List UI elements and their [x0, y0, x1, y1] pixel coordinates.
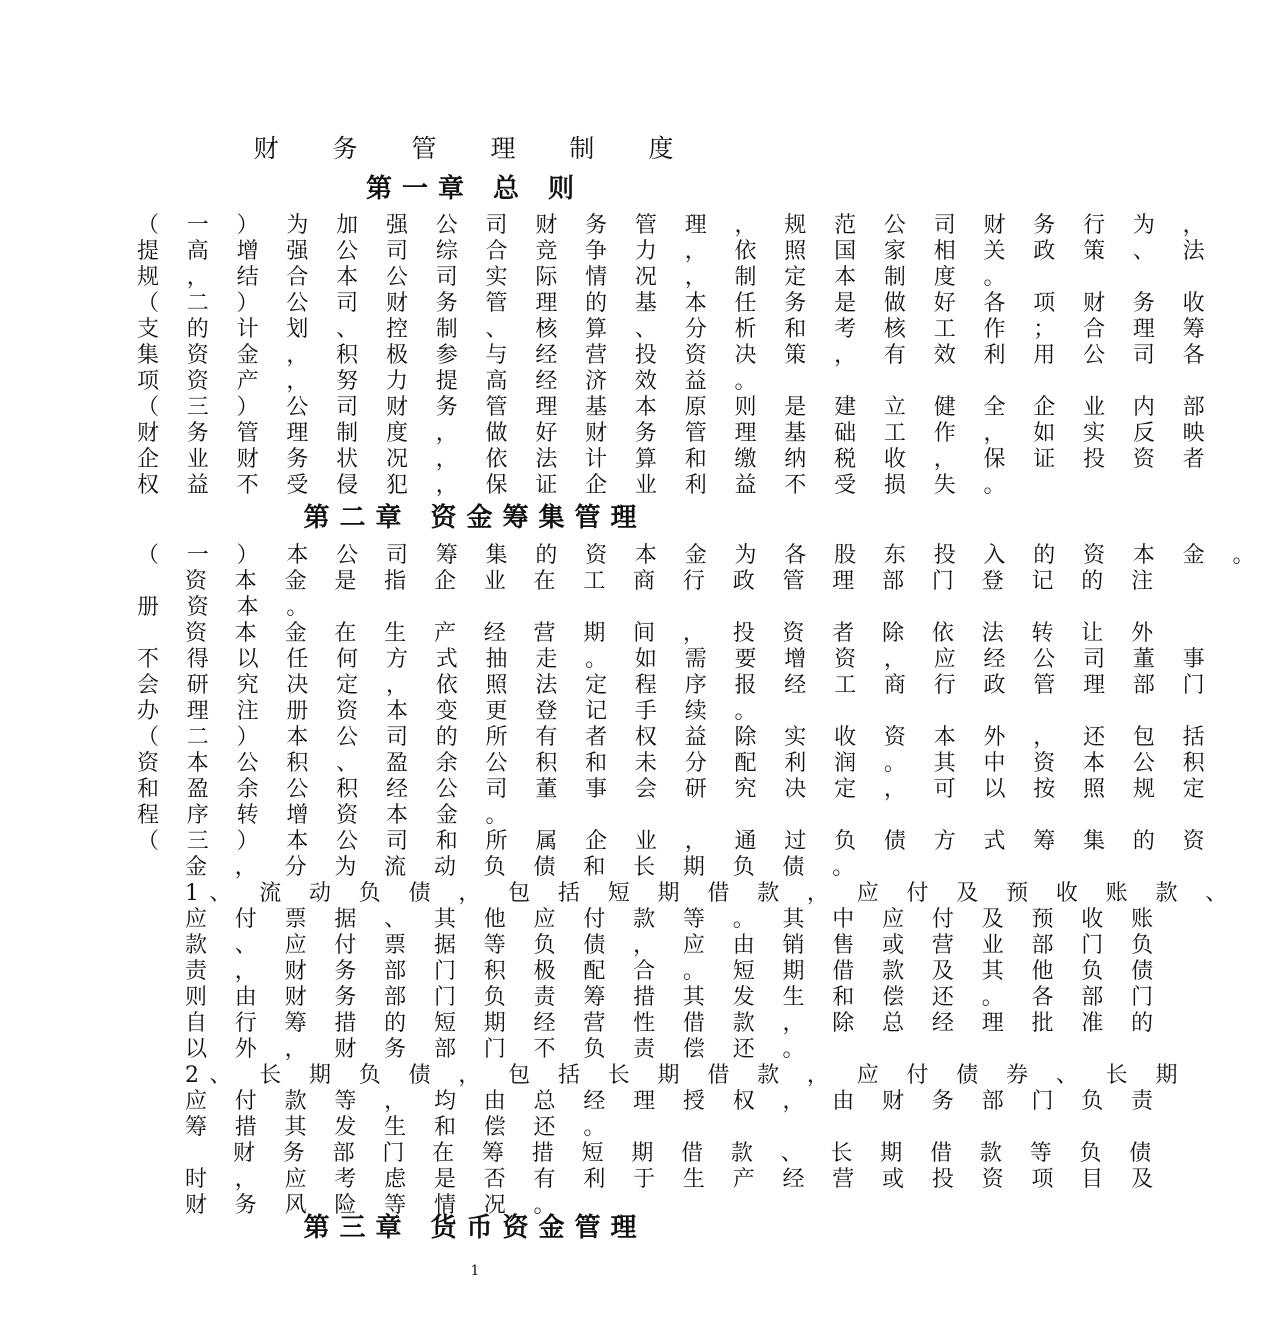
- text-line: 办 理 注 册 资 本 变 更 登 记 手 续 。: [137, 699, 767, 724]
- text-line: 集 资 金 ， 积 极 参 与 经 营 投 资 决 策 ， 有 效 利 用 公 司 各: [137, 343, 1216, 368]
- text-line: （ 三 ） 公 司 财 务 管 理 基 本 原 则 是 建 立 健 全 企 业 内 部: [137, 395, 1216, 420]
- text-line: （ 二 ） 公 司 财 务 管 理 的 基 本 任 务 是 做 好 各 项 财 务 收: [137, 291, 1216, 316]
- chapter-2-body: [137, 543, 1265, 1219]
- text-line: （ 一 ） 本 公 司 筹 集 的 资 本 金 为 各 股 东 投 入 的 资 本 金 。: [137, 543, 1265, 568]
- chapter-2-heading: 第二章 资金筹集管理: [303, 503, 647, 533]
- text-line: 不 得 以 任 何 方 式 抽 走 。 如 需 要 增 资 ， 应 经 公 司 董 事: [137, 647, 1216, 672]
- text-line: 以 外 ， 财 务 部 门 不 负 责 偿 还 。: [185, 1037, 815, 1062]
- text-line: 程 序 转 增 资 本 金 。: [137, 803, 518, 828]
- text-line: 和 盈 余 公 积 经 公 司 董 事 会 研 究 决 定 ， 可 以 按 照 规 定: [137, 777, 1216, 802]
- text-line: 款 、 应 付 票 据 等 负 债 ， 应 由 销 售 或 营 业 部 门 负: [185, 933, 1164, 958]
- page-number: 1: [470, 1263, 480, 1279]
- text-line: 责 ， 财 务 部 门 积 极 配 合 。 短 期 借 款 及 其 他 负 债: [185, 959, 1164, 984]
- text-line: 2、 长 期 负 债 ， 包 括 长 期 借 款 ， 应 付 债 券 、 长 期: [185, 1063, 1188, 1088]
- chapter-3-heading: 第三章 货币资金管理: [303, 1213, 647, 1243]
- text-line: 规 ， 结 合 本 公 司 实 际 情 况 ， 制 定 本 制 度 。: [137, 265, 1016, 290]
- text-line: （ 三 ） 本 公 司 和 所 属 企 业 ， 通 过 负 债 方 式 筹 集 的 资: [137, 829, 1216, 854]
- chapter-1-heading: 第一章 总 则: [365, 174, 585, 204]
- text-line: 支 的 计 划 、 控 制 、 核 算 、 分 析 和 考 核 工 作 ； 合 理 筹: [137, 317, 1216, 342]
- text-line: 财 务 风 险 等 情 况 。: [185, 1193, 566, 1218]
- text-line: 金 ， 分 为 流 动 负 债 和 长 期 负 债 。: [185, 855, 865, 880]
- text-line: 提 高 增 强 公 司 综 合 竞 争 力 ， 依 照 国 家 相 关 政 策 、 法: [137, 239, 1216, 264]
- text-line: 册 资 本 。: [137, 595, 319, 620]
- text-line: 资 本 金 是 指 企 业 在 工 商 行 政 管 理 部 门 登 记 的 注: [185, 569, 1164, 594]
- text-line: 项 资 产 ， 努 力 提 高 经 济 效 益 。: [137, 369, 767, 394]
- text-line: 筹 措 其 发 生 和 偿 还 。: [185, 1115, 616, 1140]
- text-line: 会 研 究 决 定 ， 依 照 法 定 程 序 报 经 工 商 行 政 管 理 部 门: [137, 673, 1216, 698]
- text-line: 应 付 款 等 ， 均 由 总 经 理 授 权 ， 由 财 务 部 门 负 责: [185, 1089, 1164, 1114]
- text-line: （ 一 ） 为 加 强 公 司 财 务 管 理 ， 规 范 公 司 财 务 行 为 ，: [137, 213, 1216, 238]
- document-title: 财 务 管 理 制 度: [253, 134, 697, 163]
- text-line: 1、 流 动 负 债 ， 包 括 短 期 借 款 ， 应 付 及 预 收 账 款 、: [185, 881, 1238, 906]
- text-line: 时 ， 应 考 虑 是 否 有 利 于 生 产 经 营 或 投 资 项 目 及: [185, 1167, 1164, 1192]
- text-line: 资 本 公 积 、 盈 余 公 积 和 未 分 配 利 润 。 其 中 资 本 公 积: [137, 751, 1216, 776]
- text-line: 企 业 财 务 状 况 ， 依 法 计 算 和 缴 纳 税 收 ， 保 证 投 资 者: [137, 447, 1216, 472]
- text-line: 则 由 财 务 部 门 负 责 筹 措 其 发 生 和 偿 还 。 各 部 门: [185, 985, 1164, 1010]
- text-line: 权 益 不 受 侵 犯 ， 保 证 企 业 利 益 不 受 损 失 。: [137, 473, 1016, 498]
- text-line: 应 付 票 据 、 其 他 应 付 款 等 。 其 中 应 付 及 预 收 账: [185, 907, 1164, 932]
- text-line: 财 务 管 理 制 度 ， 做 好 财 务 管 理 基 础 工 作 ， 如 实 反 映: [137, 421, 1216, 446]
- text-line: （ 二 ） 本 公 司 的 所 有 者 权 益 除 实 收 资 本 外 ， 还 包 括: [137, 725, 1216, 750]
- chapter-1-body: [137, 213, 1216, 499]
- text-line: 财 务 部 门 在 筹 措 短 期 借 款 、 长 期 借 款 等 负 债: [233, 1141, 1162, 1166]
- text-line: 自 行 筹 措 的 短 期 经 营 性 借 款 ， 除 总 经 理 批 准 的: [185, 1011, 1164, 1036]
- text-line: 资 本 金 在 生 产 经 营 期 间 ， 投 资 者 除 依 法 转 让 外: [185, 621, 1164, 646]
